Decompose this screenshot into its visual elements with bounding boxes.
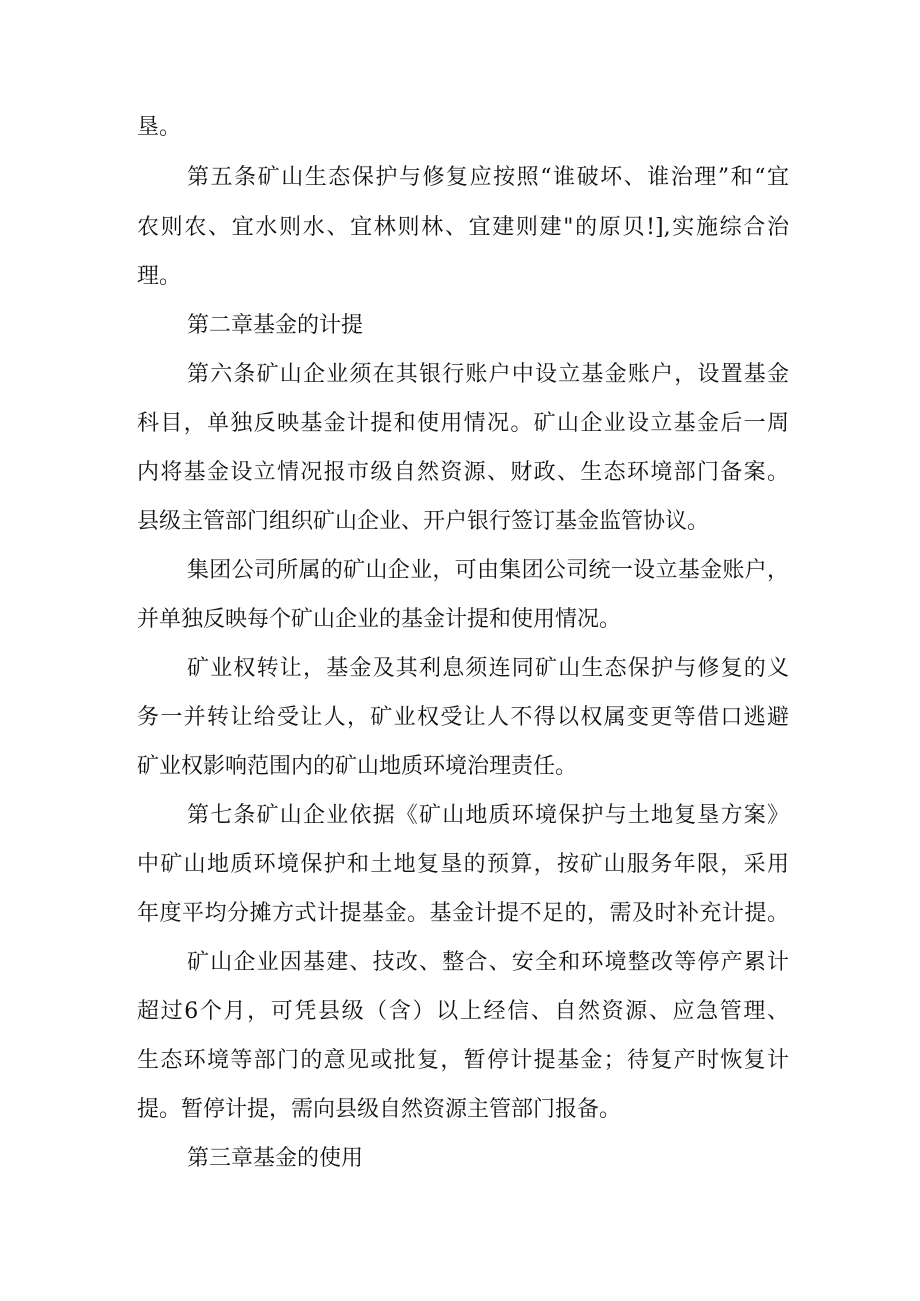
text-line: 农则农、宜水则水、宜林则林、宜建则建"的原贝!],实施综合治: [137, 215, 789, 240]
text-line: 生态环境等部门的意见或批复，暂停计提基金；待复产时恢复计: [137, 1048, 789, 1073]
text-line: 内将基金设立情况报市级自然资源、财政、生态环境部门备案。: [137, 460, 789, 485]
article-7-line: 第七条矿山企业依据《矿山地质环境保护与土地复垦方案》: [187, 803, 789, 828]
article-5-line: 第五条矿山生态保护与修复应按照“谁破坏、谁治理”和“宜: [187, 165, 789, 190]
text-line: 矿业权影响范围内的矿山地质环境治理责任。: [137, 754, 578, 779]
text-line: 超过6个月，可凭县级（含）以上经信、自然资源、应急管理、: [137, 999, 789, 1024]
text-line: 垦。: [137, 115, 182, 140]
chapter-3-heading: 第三章基金的使用: [187, 1146, 364, 1171]
paragraph-line: 集团公司所属的矿山企业，可由集团公司统一设立基金账户，: [187, 558, 789, 583]
text-line: 县级主管部门组织矿山企业、开户银行签订基金监管协议。: [137, 509, 710, 534]
text-line: 科目，单独反映基金计提和使用情况。矿山企业设立基金后一周: [137, 411, 789, 436]
text-line: 理。: [137, 264, 182, 289]
paragraph-line: 矿业权转让，基金及其利息须连同矿山生态保护与修复的义: [187, 656, 789, 681]
text-line: 中矿山地质环境保护和土地复垦的预算，按矿山服务年限，采用: [137, 852, 789, 877]
article-6-line: 第六条矿山企业须在其银行账户中设立基金账户，设置基金: [187, 362, 789, 387]
paragraph-line: 矿山企业因基建、技改、整合、安全和环境整改等停产累计: [187, 950, 789, 975]
text-line: 年度平均分摊方式计提基金。基金计提不足的，需及时补充计提。: [137, 901, 789, 926]
text-line: 提。暂停计提，需向县级自然资源主管部门报备。: [137, 1097, 622, 1122]
chapter-2-heading: 第二章基金的计提: [187, 313, 364, 338]
text-line: 务一并转让给受让人，矿业权受让人不得以权属变更等借口逃避: [137, 705, 789, 730]
text-line: 并单独反映每个矿山企业的基金计提和使用情况。: [137, 607, 622, 632]
